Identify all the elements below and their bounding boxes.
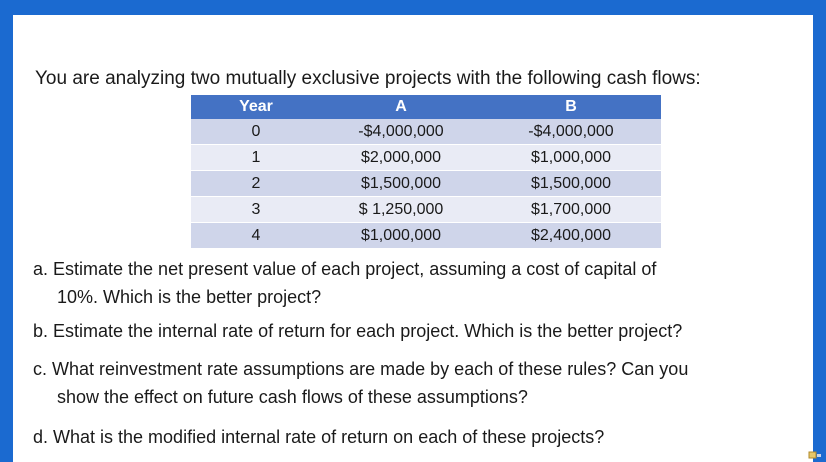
project-b-cell: $1,500,000	[481, 171, 661, 197]
question-d	[33, 423, 604, 451]
table-row	[191, 171, 661, 197]
project-b-cell: $2,400,000	[481, 223, 661, 249]
table-row	[191, 197, 661, 223]
project-b-cell: $1,000,000	[481, 145, 661, 171]
year-cell: 0	[191, 119, 321, 145]
question-a-line2: 10%. Which is the better project?	[57, 287, 322, 307]
project-a-cell: $2,000,000	[321, 145, 481, 171]
intro-text: You are analyzing two mutually exclusive projects with the following cash flows:	[35, 68, 701, 89]
table-header-row	[191, 95, 661, 119]
question-b	[33, 317, 682, 345]
header-project-b: B	[481, 95, 661, 119]
question-a-line1: a. Estimate the net present value of each project, assuming a cost of capital of	[33, 259, 657, 279]
cursor-icon	[808, 450, 822, 460]
question-c-line1: c. What reinvestment rate assumptions are made by each of these rules? Can you	[33, 359, 689, 379]
table-row	[191, 119, 661, 145]
question-d-line1: d. What is the modified internal rate of return on each of these projects?	[33, 427, 605, 447]
project-b-cell: -$4,000,000	[481, 119, 661, 145]
project-b-cell: $1,700,000	[481, 197, 661, 223]
project-a-cell: $1,000,000	[321, 223, 481, 249]
year-cell: 1	[191, 145, 321, 171]
year-cell: 3	[191, 197, 321, 223]
project-a-cell: $ 1,250,000	[321, 197, 481, 223]
slide	[13, 15, 813, 462]
header-year: Year	[191, 95, 321, 119]
project-a-cell: $1,500,000	[321, 171, 481, 197]
year-cell: 4	[191, 223, 321, 249]
project-a-cell: -$4,000,000	[321, 119, 481, 145]
header-project-a: A	[321, 95, 481, 119]
table-row	[191, 223, 661, 249]
year-cell: 2	[191, 171, 321, 197]
question-c-line2: show the effect on future cash flows of these assumptions?	[57, 387, 528, 407]
table-row	[191, 145, 661, 171]
cash-flow-table	[191, 95, 661, 249]
question-a	[33, 255, 656, 311]
question-b-line1: b. Estimate the internal rate of return for each project. Which is the better project?	[33, 321, 683, 341]
question-c	[33, 355, 688, 411]
